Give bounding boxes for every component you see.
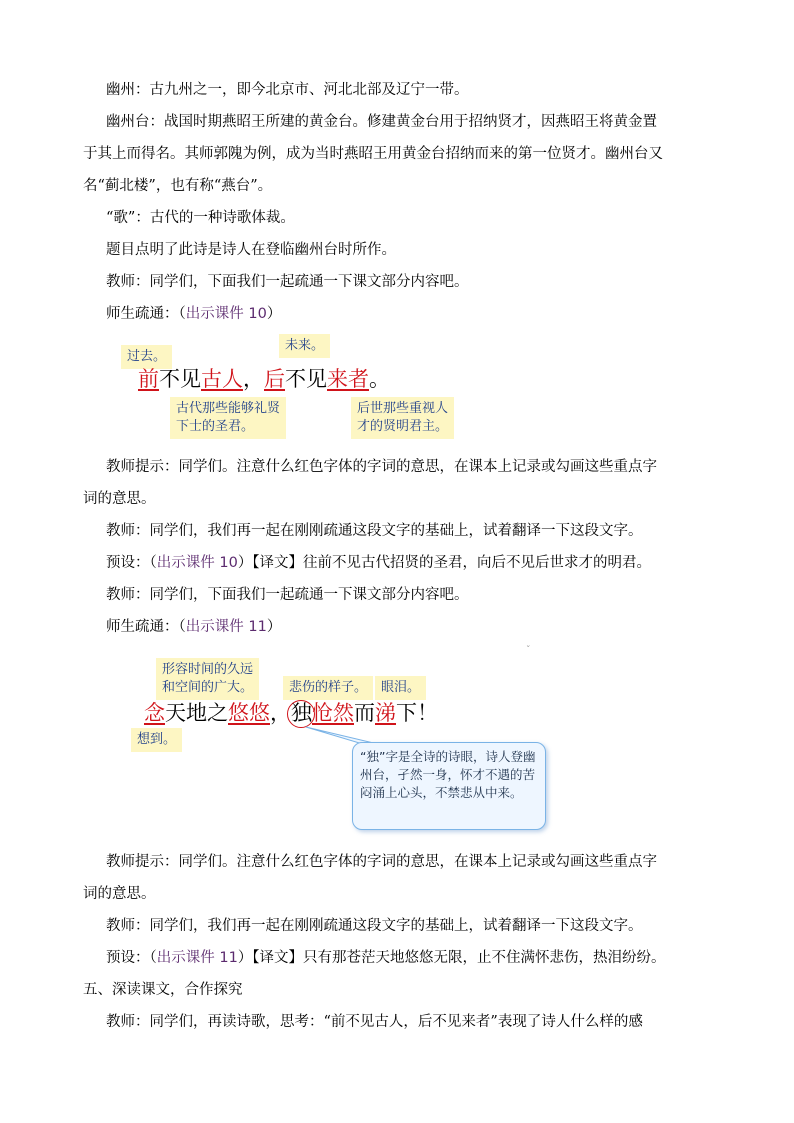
paragraph-teacher-5: 教师：同学们，再读诗歌，思考：“前不见古人，后不见来者”表现了诗人什么样的感 (106, 1014, 643, 1030)
paragraph-ge: “歌”：古代的一种诗歌体裁。 (106, 210, 295, 226)
text-suffix: ） (266, 306, 282, 322)
text-prefix: 预设：（ (106, 950, 157, 966)
courseware-label: 出示课件 11 (185, 619, 267, 635)
note-line: 形容时间的久远 (162, 662, 254, 677)
note-nian: 想到。 (131, 728, 182, 752)
poem-text: 而 (354, 701, 375, 725)
paragraph-teacher-3: 教师：同学们，下面我们一起疏通一下课文部分内容吧。 (106, 587, 469, 603)
note-line: 和空间的广大。 (162, 680, 254, 695)
text-suffix: ）【译文】往前不见古代招贤的圣君，向后不见后世求才的明君。 (237, 555, 652, 571)
paragraph-yushe-2 (106, 948, 666, 968)
callout-du-explanation: “独”字是全诗的诗眼，诗人登幽州台，孑然一身，怀才不遇的苦闷涌上心头，不禁悲从中来。 (360, 749, 536, 800)
text-prefix: 预设：（ (106, 555, 157, 571)
poem-text: 下！ (396, 701, 438, 725)
poem-text: 不见 (159, 367, 201, 391)
key-word-qian: 前 (138, 367, 159, 391)
key-word-du: 独 (291, 701, 312, 725)
paragraph-youzhou: 幽州：古九州之一，即今北京市、河北北部及辽宁一带。 (106, 82, 469, 98)
text-prefix: 师生疏通：（ (106, 619, 186, 635)
text-suffix: ）【译文】只有那苍茫天地悠悠无限，止不住满怀悲伤，热泪纷纷。 (237, 950, 666, 966)
paragraph-hint-1a: 教师提示：同学们。注意什么红色字体的字词的意思，在课本上记录或勾画这些重点字 (106, 459, 657, 475)
stray-mark: ˇ (526, 646, 531, 656)
note-line: 下士的圣君。 (176, 419, 255, 434)
text-prefix: 师生疏通：（ (106, 306, 186, 322)
note-line: 后世那些重视人 (357, 401, 449, 416)
paragraph-title-note: 题目点明了此诗是诗人在登临幽州台时所作。 (106, 242, 396, 258)
text-suffix: ） (266, 619, 282, 635)
poem-text: ， (270, 701, 291, 725)
key-word-youyou: 悠悠 (228, 701, 270, 725)
paragraph-teacher-1: 教师：同学们，下面我们一起疏通一下课文部分内容吧。 (106, 274, 469, 290)
note-line: 才的贤明君主。 (357, 419, 449, 434)
paragraph-hint-2a: 教师提示：同学们。注意什么红色字体的字词的意思，在课本上记录或勾画这些重点字 (106, 854, 657, 870)
poem-text: ， (243, 367, 264, 391)
note-weilai: 未来。 (279, 334, 330, 358)
note-line: 古代那些能够礼贤 (176, 401, 281, 416)
poem-text: 。 (369, 367, 390, 391)
section-heading-5: 五、深读课文，合作探究 (83, 982, 243, 998)
key-word-ti: 涕 (375, 701, 396, 725)
paragraph-teacher-2: 教师：同学们，我们再一起在刚刚疏通这段文字的基础上，试着翻译一下这段文字。 (106, 523, 643, 539)
key-word-guren: 古人 (201, 367, 243, 391)
note-chuangran: 悲伤的样子。 (283, 676, 373, 700)
paragraph-youzhoutai-3: 名“蓟北楼”，也有称“燕台”。 (83, 178, 273, 194)
paragraph-hint-1b: 词的意思。 (83, 491, 156, 507)
paragraph-hint-2b: 词的意思。 (83, 886, 156, 902)
key-word-laizhe: 来者 (327, 367, 369, 391)
key-word-hou: 后 (264, 367, 285, 391)
poem-text: 天地之 (165, 701, 228, 725)
courseware-label: 出示课件 10 (185, 306, 267, 322)
paragraph-youzhoutai-1: 幽州台：战国时期燕昭王所建的黄金台。修建黄金台用于招纳贤才，因燕昭王将黄金置 (106, 114, 657, 130)
courseware-label: 出示课件 11 (156, 950, 238, 966)
paragraph-youzhoutai-2: 于其上而得名。其师郭隗为例，成为当时燕昭王用黄金台招纳而来的第一位贤才。幽州台又 (83, 146, 663, 162)
poem-text: 不见 (285, 367, 327, 391)
key-word-nian: 念 (144, 701, 165, 725)
courseware-label: 出示课件 10 (156, 555, 238, 571)
key-word-chuangran: 怆然 (312, 701, 354, 725)
note-ti: 眼泪。 (375, 676, 426, 700)
note-guoqu: 过去。 (121, 345, 172, 369)
paragraph-teacher-4: 教师：同学们，我们再一起在刚刚疏通这段文字的基础上，试着翻译一下这段文字。 (106, 918, 643, 934)
